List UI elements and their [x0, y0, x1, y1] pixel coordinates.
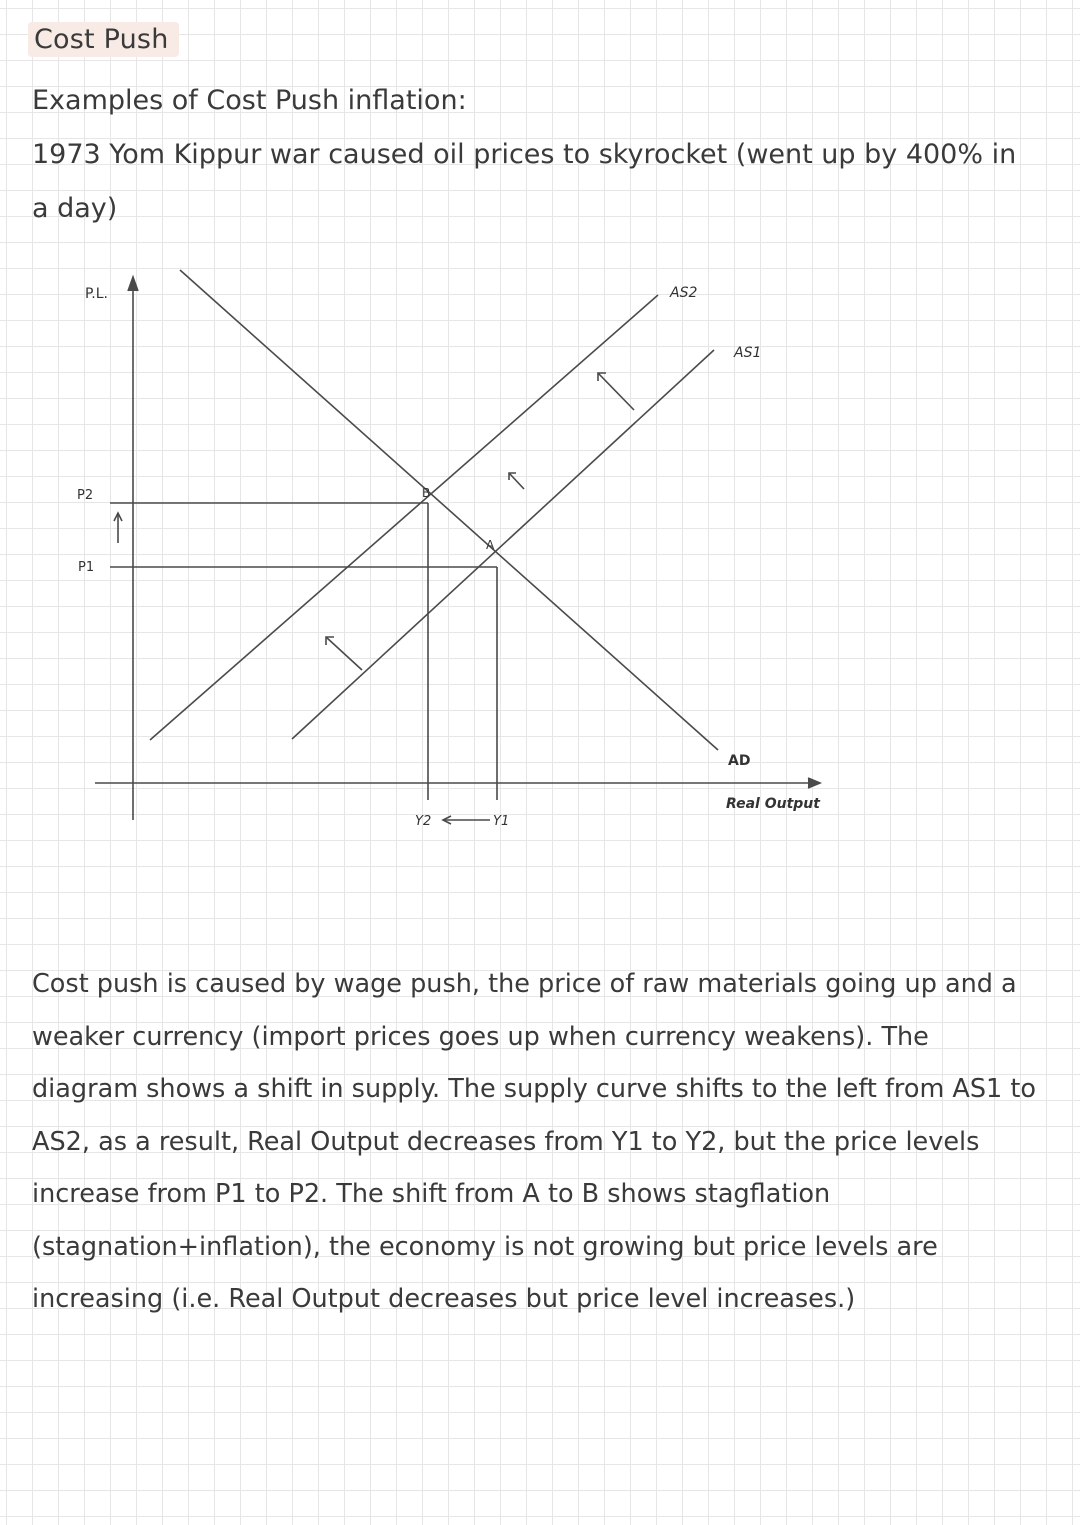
y2-label: Y2: [415, 814, 432, 829]
shift-arrow-middle: [509, 473, 524, 489]
as2-curve: [150, 295, 658, 740]
point-a-label: A: [486, 538, 495, 552]
as1-label: AS1: [734, 345, 762, 361]
examples-heading: Examples of Cost Push inflation:: [32, 85, 467, 116]
explanation-paragraph: Cost push is caused by wage push, the price of raw materials going up and a weaker currency (import prices goes up when currency weakens). The diagram shows a shift in supply. The supply curve shifts to the left from AS1 to AS2, as a result, Real Output decreases from Y1 to Y2, but the price levels increase from P1 to P2. The shift from A to B shows stagflation (stagnation+inflation), the economy is not growing but price levels are increasing (i.e. Real Output decreases but price level increases.): [32, 969, 1036, 1314]
page-title: Cost Push: [28, 22, 179, 57]
y1-label: Y1: [493, 814, 510, 829]
intro-section: [32, 74, 1022, 236]
y-axis-arrow: [128, 277, 138, 291]
shift-arrow-lower: [326, 637, 362, 670]
as2-label: AS2: [670, 285, 698, 301]
y-axis-label: P.L.: [85, 286, 108, 302]
p1-label: P1: [78, 560, 95, 575]
p2-label: P2: [77, 488, 94, 503]
shift-arrow-upper: [598, 373, 634, 410]
x-axis-arrow: [808, 778, 820, 788]
example-text: 1973 Yom Kippur war caused oil prices to skyrocket (went up by 400% in a day): [32, 139, 1017, 224]
x-axis-label: Real Output: [726, 796, 820, 812]
point-b-label: B: [422, 486, 431, 500]
ad-curve: [180, 270, 718, 750]
cost-push-diagram: [60, 255, 860, 845]
ad-label: AD: [728, 753, 751, 769]
as1-curve: [292, 350, 714, 739]
